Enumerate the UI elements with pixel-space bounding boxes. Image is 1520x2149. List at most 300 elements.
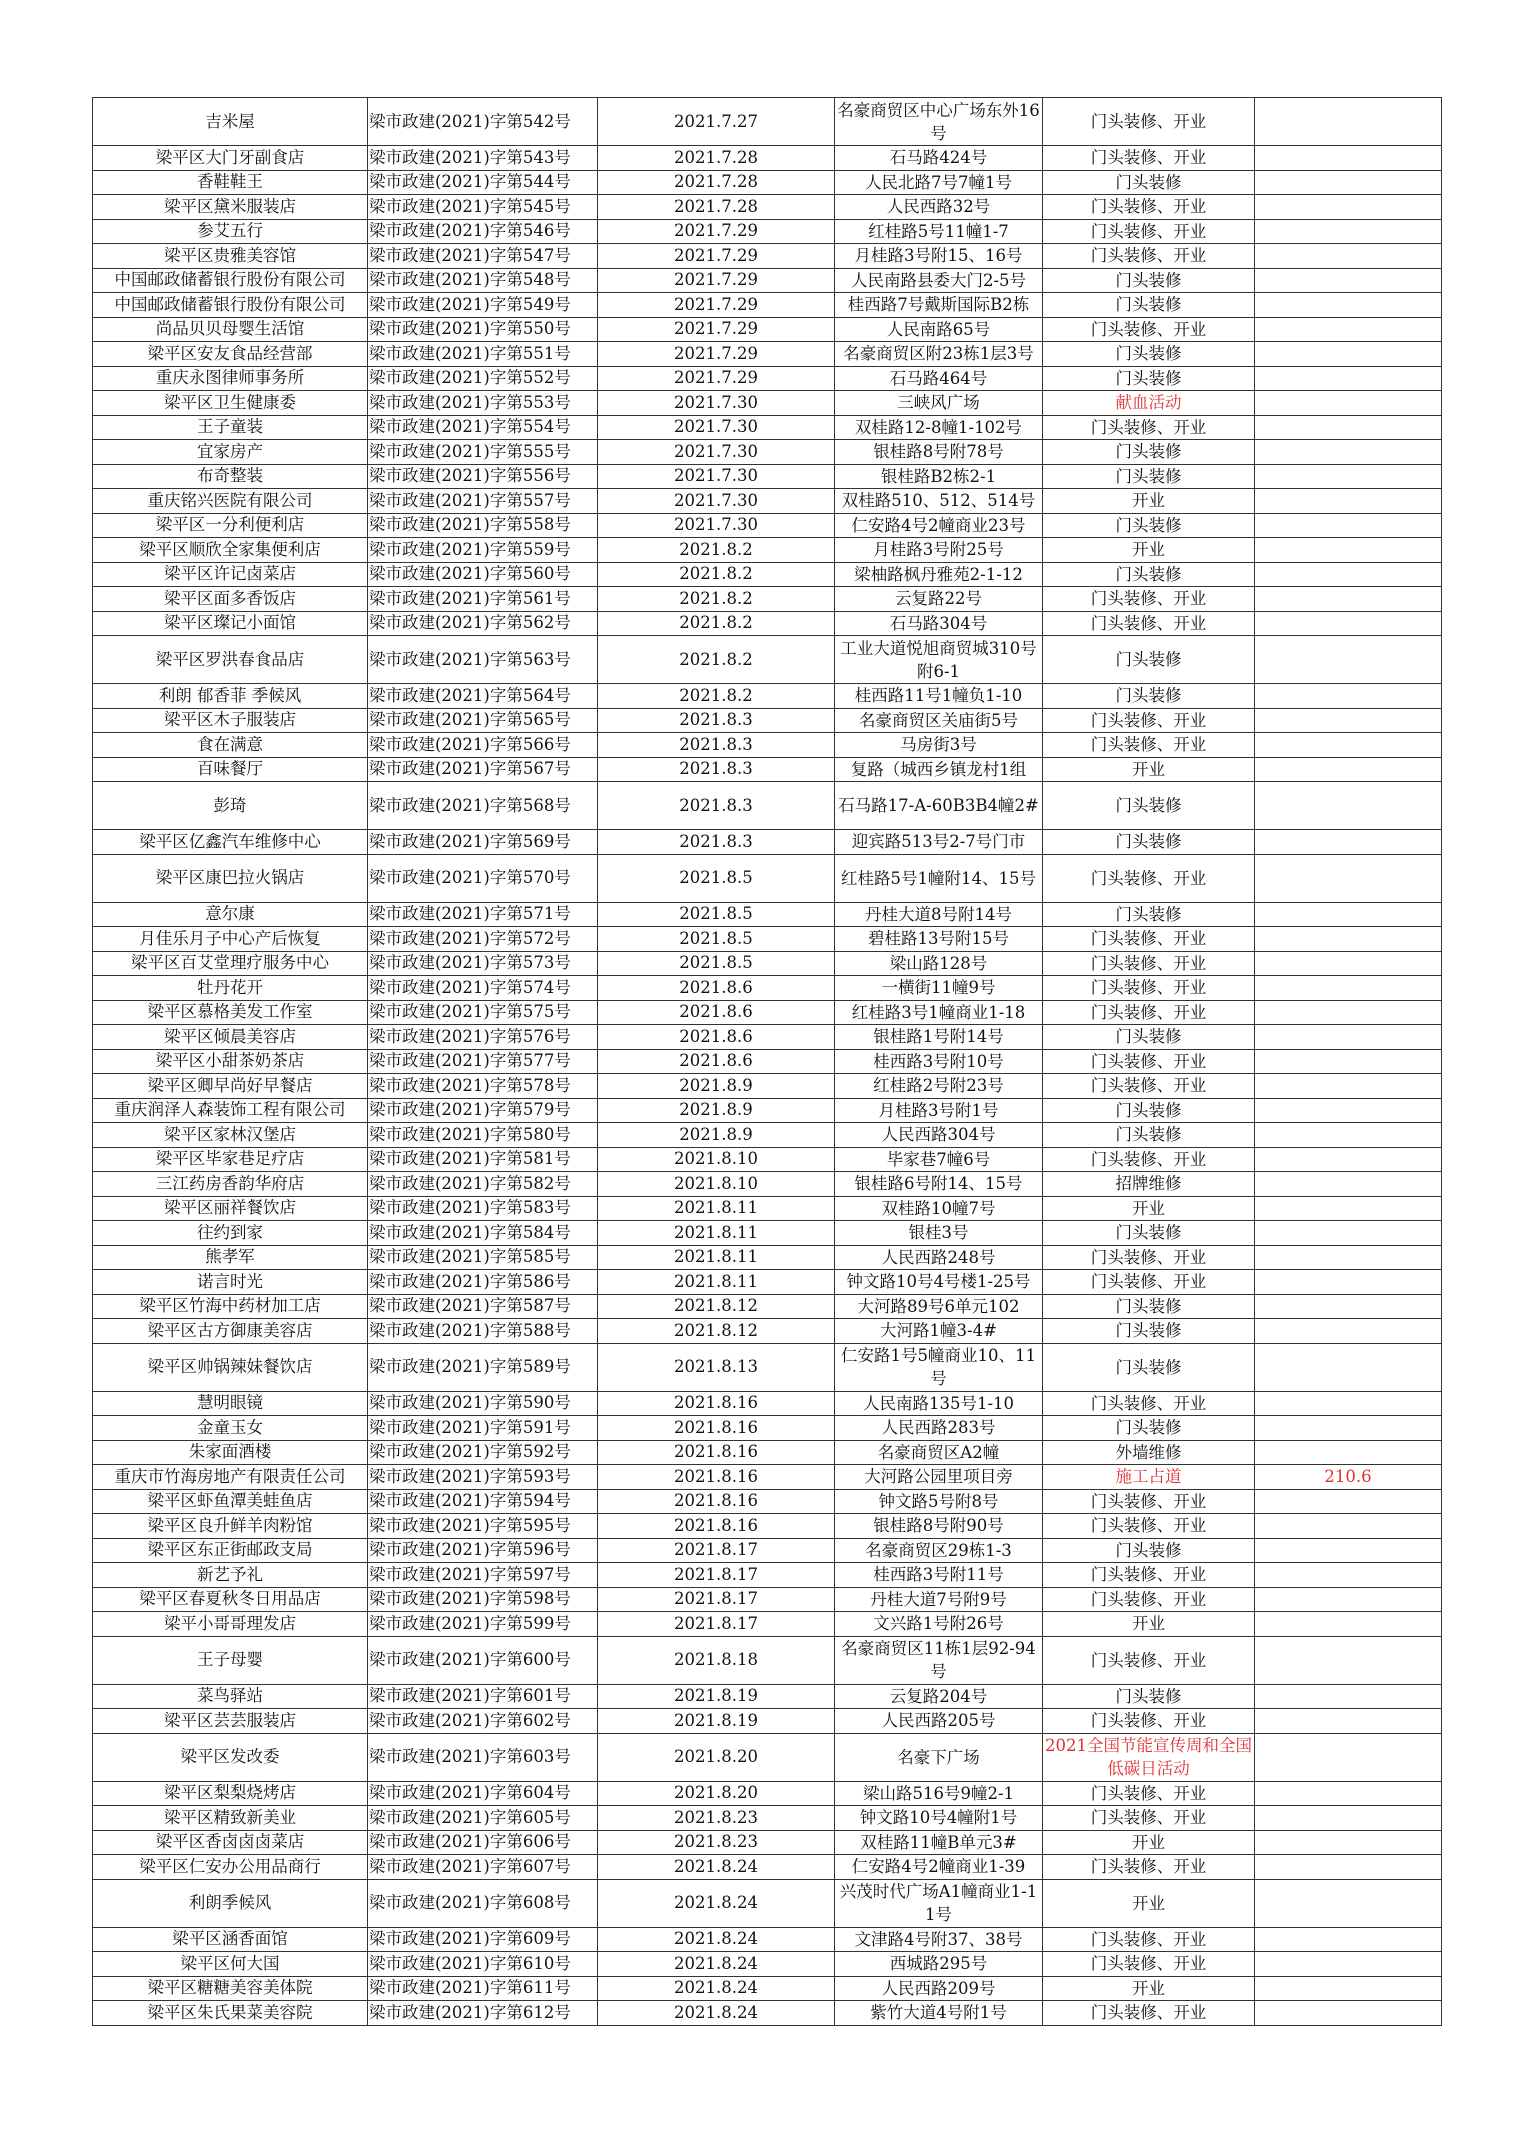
- cell-date: 2021.8.12: [598, 1319, 835, 1344]
- cell-permit-number: 梁市政建(2021)字第577号: [368, 1049, 598, 1074]
- cell-name: 梁平区毕家巷足疗店: [93, 1147, 368, 1172]
- cell-permit-number: 梁市政建(2021)字第582号: [368, 1172, 598, 1197]
- cell-amount: [1255, 1781, 1442, 1806]
- cell-name: 梁平区精致新美业: [93, 1806, 368, 1831]
- cell-date: 2021.8.16: [598, 1416, 835, 1441]
- table-row: [93, 170, 1442, 195]
- cell-name: 梁平区家林汉堡店: [93, 1123, 368, 1148]
- cell-date: 2021.7.28: [598, 170, 835, 195]
- cell-name: 彭琦: [93, 782, 368, 830]
- cell-name: 梁平区亿鑫汽车维修中心: [93, 830, 368, 855]
- cell-permit-number: 梁市政建(2021)字第571号: [368, 902, 598, 927]
- cell-name: 食在满意: [93, 733, 368, 758]
- table-row: [93, 1855, 1442, 1880]
- cell-permit-number: 梁市政建(2021)字第588号: [368, 1319, 598, 1344]
- cell-amount: [1255, 636, 1442, 684]
- cell-purpose: 门头装修、开业: [1043, 1270, 1255, 1295]
- cell-purpose: 门头装修、开业: [1043, 1781, 1255, 1806]
- table-row: [93, 1563, 1442, 1588]
- cell-name: 梁平区黛米服装店: [93, 195, 368, 220]
- cell-purpose: 2021全国节能宣传周和全国低碳日活动: [1043, 1733, 1255, 1781]
- cell-purpose: 门头装修、开业: [1043, 1927, 1255, 1952]
- cell-amount: [1255, 538, 1442, 563]
- cell-address: 兴茂时代广场A1幢商业1-11号: [835, 1879, 1043, 1927]
- table-row: [93, 733, 1442, 758]
- cell-name: 梁平区一分利便利店: [93, 513, 368, 538]
- cell-name: 梁平区罗洪春食品店: [93, 636, 368, 684]
- cell-permit-number: 梁市政建(2021)字第569号: [368, 830, 598, 855]
- cell-purpose: 门头装修、开业: [1043, 1074, 1255, 1099]
- table-row: [93, 1465, 1442, 1490]
- cell-amount: [1255, 830, 1442, 855]
- table-row: [93, 2001, 1442, 2026]
- cell-permit-number: 梁市政建(2021)字第592号: [368, 1440, 598, 1465]
- cell-permit-number: 梁市政建(2021)字第570号: [368, 854, 598, 902]
- cell-purpose: 门头装修: [1043, 1538, 1255, 1563]
- cell-purpose: 开业: [1043, 1612, 1255, 1637]
- cell-permit-number: 梁市政建(2021)字第556号: [368, 464, 598, 489]
- cell-permit-number: 梁市政建(2021)字第575号: [368, 1000, 598, 1025]
- cell-purpose: 外墙维修: [1043, 1440, 1255, 1465]
- cell-address: 人民西路283号: [835, 1416, 1043, 1441]
- cell-purpose: 开业: [1043, 757, 1255, 782]
- cell-purpose: 门头装修、开业: [1043, 927, 1255, 952]
- cell-address: 名豪下广场: [835, 1733, 1043, 1781]
- cell-name: 重庆润泽人森装饰工程有限公司: [93, 1098, 368, 1123]
- cell-permit-number: 梁市政建(2021)字第559号: [368, 538, 598, 563]
- cell-address: 桂西路11号1幢负1-10: [835, 684, 1043, 709]
- cell-name: 王子母婴: [93, 1636, 368, 1684]
- cell-purpose: 门头装修: [1043, 782, 1255, 830]
- table-row: [93, 366, 1442, 391]
- cell-address: 桂西路3号附11号: [835, 1563, 1043, 1588]
- cell-address: 人民西路32号: [835, 195, 1043, 220]
- cell-date: 2021.7.29: [598, 244, 835, 269]
- cell-amount: [1255, 219, 1442, 244]
- cell-amount: [1255, 268, 1442, 293]
- cell-purpose: 门头装修、开业: [1043, 1952, 1255, 1977]
- cell-date: 2021.8.5: [598, 927, 835, 952]
- cell-date: 2021.8.10: [598, 1147, 835, 1172]
- cell-purpose: 门头装修: [1043, 902, 1255, 927]
- cell-permit-number: 梁市政建(2021)字第606号: [368, 1830, 598, 1855]
- cell-permit-number: 梁市政建(2021)字第574号: [368, 976, 598, 1001]
- cell-permit-number: 梁市政建(2021)字第567号: [368, 757, 598, 782]
- table-row: [93, 1489, 1442, 1514]
- cell-amount: [1255, 1025, 1442, 1050]
- table-row: [93, 1976, 1442, 2001]
- cell-purpose: 门头装修、开业: [1043, 951, 1255, 976]
- cell-purpose: 门头装修: [1043, 830, 1255, 855]
- cell-purpose: 门头装修: [1043, 1684, 1255, 1709]
- cell-date: 2021.8.16: [598, 1465, 835, 1490]
- cell-amount: [1255, 1098, 1442, 1123]
- cell-amount: [1255, 951, 1442, 976]
- cell-purpose: 门头装修、开业: [1043, 1855, 1255, 1880]
- cell-name: 梁平区糖糖美容美体院: [93, 1976, 368, 2001]
- table-row: [93, 1781, 1442, 1806]
- cell-purpose: 开业: [1043, 1196, 1255, 1221]
- cell-amount: [1255, 366, 1442, 391]
- table-row: [93, 244, 1442, 269]
- table-row: [93, 1587, 1442, 1612]
- cell-amount: [1255, 2001, 1442, 2026]
- cell-amount: [1255, 1612, 1442, 1637]
- cell-amount: [1255, 1147, 1442, 1172]
- table-row: [93, 1000, 1442, 1025]
- cell-name: 重庆铭兴医院有限公司: [93, 489, 368, 514]
- cell-date: 2021.8.16: [598, 1440, 835, 1465]
- cell-name: 梁平区何大国: [93, 1952, 368, 1977]
- cell-permit-number: 梁市政建(2021)字第549号: [368, 293, 598, 318]
- cell-address: 丹桂大道7号附9号: [835, 1587, 1043, 1612]
- cell-address: 人民西路209号: [835, 1976, 1043, 2001]
- cell-date: 2021.7.29: [598, 268, 835, 293]
- cell-name: 菜鸟驿站: [93, 1684, 368, 1709]
- cell-amount: [1255, 317, 1442, 342]
- cell-date: 2021.8.3: [598, 782, 835, 830]
- table-row: [93, 611, 1442, 636]
- cell-permit-number: 梁市政建(2021)字第553号: [368, 391, 598, 416]
- table-row: [93, 1830, 1442, 1855]
- cell-permit-number: 梁市政建(2021)字第583号: [368, 1196, 598, 1221]
- cell-date: 2021.8.12: [598, 1294, 835, 1319]
- cell-date: 2021.8.23: [598, 1830, 835, 1855]
- cell-purpose: 门头装修、开业: [1043, 611, 1255, 636]
- cell-address: 名豪商贸区中心广场东外16号: [835, 98, 1043, 146]
- cell-purpose: 门头装修: [1043, 1319, 1255, 1344]
- cell-date: 2021.8.17: [598, 1563, 835, 1588]
- cell-amount: [1255, 342, 1442, 367]
- table-row: [93, 1514, 1442, 1539]
- cell-name: 梁平小哥哥理发店: [93, 1612, 368, 1637]
- cell-address: 钟文路5号附8号: [835, 1489, 1043, 1514]
- cell-address: 大河路1幢3-4#: [835, 1319, 1043, 1344]
- cell-date: 2021.8.3: [598, 733, 835, 758]
- cell-date: 2021.7.29: [598, 342, 835, 367]
- cell-address: 月桂路3号附25号: [835, 538, 1043, 563]
- cell-date: 2021.8.5: [598, 951, 835, 976]
- cell-name: 梁平区梨梨烧烤店: [93, 1781, 368, 1806]
- cell-name: 百味餐厅: [93, 757, 368, 782]
- table-row: [93, 1270, 1442, 1295]
- cell-permit-number: 梁市政建(2021)字第578号: [368, 1074, 598, 1099]
- cell-address: 人民南路县委大门2-5号: [835, 268, 1043, 293]
- cell-address: 名豪商贸区29栋1-3: [835, 1538, 1043, 1563]
- cell-purpose: 开业: [1043, 1879, 1255, 1927]
- table-row: [93, 538, 1442, 563]
- table-row: [93, 708, 1442, 733]
- table-row: [93, 1806, 1442, 1831]
- cell-name: 梁平区香卤卤卤菜店: [93, 1830, 368, 1855]
- cell-amount: [1255, 1270, 1442, 1295]
- cell-permit-number: 梁市政建(2021)字第584号: [368, 1221, 598, 1246]
- cell-amount: [1255, 1049, 1442, 1074]
- cell-name: 梁平区许记卤菜店: [93, 562, 368, 587]
- cell-name: 梁平区顺欣全家集便利店: [93, 538, 368, 563]
- cell-date: 2021.7.28: [598, 195, 835, 220]
- table-row: [93, 636, 1442, 684]
- cell-permit-number: 梁市政建(2021)字第557号: [368, 489, 598, 514]
- cell-permit-number: 梁市政建(2021)字第562号: [368, 611, 598, 636]
- cell-name: 梁平区木子服装店: [93, 708, 368, 733]
- cell-date: 2021.8.20: [598, 1781, 835, 1806]
- cell-date: 2021.8.16: [598, 1391, 835, 1416]
- cell-date: 2021.8.3: [598, 708, 835, 733]
- table-row: [93, 830, 1442, 855]
- cell-address: 丹桂大道8号附14号: [835, 902, 1043, 927]
- cell-permit-number: 梁市政建(2021)字第560号: [368, 562, 598, 587]
- cell-address: 双桂路12-8幢1-102号: [835, 415, 1043, 440]
- cell-purpose: 门头装修、开业: [1043, 733, 1255, 758]
- cell-purpose: 门头装修、开业: [1043, 976, 1255, 1001]
- cell-amount: [1255, 1294, 1442, 1319]
- cell-date: 2021.7.30: [598, 391, 835, 416]
- cell-permit-number: 梁市政建(2021)字第589号: [368, 1343, 598, 1391]
- cell-purpose: 门头装修: [1043, 1221, 1255, 1246]
- cell-date: 2021.8.24: [598, 2001, 835, 2026]
- cell-name: 梁平区大门牙副食店: [93, 146, 368, 171]
- cell-address: 一横街11幢9号: [835, 976, 1043, 1001]
- table-row: [93, 1636, 1442, 1684]
- cell-permit-number: 梁市政建(2021)字第603号: [368, 1733, 598, 1781]
- cell-address: 红桂路2号附23号: [835, 1074, 1043, 1099]
- cell-name: 金童玉女: [93, 1416, 368, 1441]
- table-row: [93, 98, 1442, 146]
- cell-purpose: 门头装修、开业: [1043, 1000, 1255, 1025]
- cell-date: 2021.8.3: [598, 757, 835, 782]
- cell-address: 石马路17-A-60B3B4幢2#: [835, 782, 1043, 830]
- cell-amount: [1255, 1830, 1442, 1855]
- cell-purpose: 开业: [1043, 1976, 1255, 2001]
- cell-date: 2021.8.10: [598, 1172, 835, 1197]
- cell-date: 2021.8.2: [598, 587, 835, 612]
- cell-amount: [1255, 976, 1442, 1001]
- cell-name: 往约到家: [93, 1221, 368, 1246]
- table-row: [93, 1440, 1442, 1465]
- table-row: [93, 902, 1442, 927]
- cell-date: 2021.7.30: [598, 489, 835, 514]
- cell-amount: [1255, 415, 1442, 440]
- cell-name: 吉米屋: [93, 98, 368, 146]
- table-row: [93, 464, 1442, 489]
- cell-permit-number: 梁市政建(2021)字第572号: [368, 927, 598, 952]
- cell-address: 银桂路6号附14、15号: [835, 1172, 1043, 1197]
- cell-address: 仁安路4号2幢商业23号: [835, 513, 1043, 538]
- cell-amount: [1255, 1587, 1442, 1612]
- cell-permit-number: 梁市政建(2021)字第610号: [368, 1952, 598, 1977]
- cell-permit-number: 梁市政建(2021)字第550号: [368, 317, 598, 342]
- cell-permit-number: 梁市政建(2021)字第548号: [368, 268, 598, 293]
- cell-amount: [1255, 513, 1442, 538]
- cell-purpose: 门头装修: [1043, 342, 1255, 367]
- cell-address: 仁安路1号5幢商业10、11号: [835, 1343, 1043, 1391]
- cell-purpose: 门头装修、开业: [1043, 1391, 1255, 1416]
- cell-permit-number: 梁市政建(2021)字第595号: [368, 1514, 598, 1539]
- cell-purpose: 门头装修: [1043, 1343, 1255, 1391]
- cell-address: 银桂3号: [835, 1221, 1043, 1246]
- cell-permit-number: 梁市政建(2021)字第587号: [368, 1294, 598, 1319]
- cell-purpose: 门头装修、开业: [1043, 317, 1255, 342]
- table-row: [93, 976, 1442, 1001]
- table-row: [93, 1391, 1442, 1416]
- cell-date: 2021.8.13: [598, 1343, 835, 1391]
- cell-permit-number: 梁市政建(2021)字第542号: [368, 98, 598, 146]
- cell-name: 梁平区百艾堂理疗服务中心: [93, 951, 368, 976]
- cell-amount: [1255, 1000, 1442, 1025]
- cell-name: 布奇整装: [93, 464, 368, 489]
- cell-purpose: 门头装修: [1043, 440, 1255, 465]
- table-row: [93, 1074, 1442, 1099]
- cell-name: 月佳乐月子中心产后恢复: [93, 927, 368, 952]
- cell-date: 2021.8.11: [598, 1245, 835, 1270]
- cell-amount: [1255, 733, 1442, 758]
- cell-name: 梁平区春夏秋冬日用品店: [93, 1587, 368, 1612]
- cell-address: 名豪商贸区关庙街5号: [835, 708, 1043, 733]
- cell-purpose: 门头装修、开业: [1043, 1245, 1255, 1270]
- cell-address: 钟文路10号4幢附1号: [835, 1806, 1043, 1831]
- cell-purpose: 开业: [1043, 489, 1255, 514]
- cell-address: 双桂路11幢B单元3#: [835, 1830, 1043, 1855]
- cell-date: 2021.7.29: [598, 317, 835, 342]
- cell-purpose: 门头装修: [1043, 636, 1255, 684]
- cell-purpose: 门头装修、开业: [1043, 1049, 1255, 1074]
- cell-address: 西城路295号: [835, 1952, 1043, 1977]
- table-row: [93, 1123, 1442, 1148]
- cell-date: 2021.8.17: [598, 1612, 835, 1637]
- cell-name: 梁平区竹海中药材加工店: [93, 1294, 368, 1319]
- cell-purpose: 门头装修、开业: [1043, 1563, 1255, 1588]
- cell-name: 熊孝军: [93, 1245, 368, 1270]
- cell-name: 梁平区良升鲜羊肉粉馆: [93, 1514, 368, 1539]
- cell-permit-number: 梁市政建(2021)字第605号: [368, 1806, 598, 1831]
- cell-permit-number: 梁市政建(2021)字第599号: [368, 1612, 598, 1637]
- table-row: [93, 1709, 1442, 1734]
- cell-date: 2021.8.9: [598, 1123, 835, 1148]
- cell-date: 2021.8.24: [598, 1879, 835, 1927]
- cell-date: 2021.8.6: [598, 976, 835, 1001]
- cell-purpose: 开业: [1043, 1830, 1255, 1855]
- cell-amount: [1255, 587, 1442, 612]
- cell-name: 香鞋鞋王: [93, 170, 368, 195]
- cell-name: 牡丹花开: [93, 976, 368, 1001]
- cell-amount: [1255, 902, 1442, 927]
- cell-name: 中国邮政储蓄银行股份有限公司: [93, 293, 368, 318]
- cell-address: 银桂路1号附14号: [835, 1025, 1043, 1050]
- cell-date: 2021.7.30: [598, 464, 835, 489]
- cell-permit-number: 梁市政建(2021)字第611号: [368, 1976, 598, 2001]
- cell-address: 梁柚路枫丹雅苑2-1-12: [835, 562, 1043, 587]
- cell-address: 碧桂路13号附15号: [835, 927, 1043, 952]
- cell-address: 双桂路510、512、514号: [835, 489, 1043, 514]
- cell-date: 2021.8.2: [598, 684, 835, 709]
- cell-amount: [1255, 489, 1442, 514]
- cell-amount: [1255, 244, 1442, 269]
- cell-purpose: 施工占道: [1043, 1465, 1255, 1490]
- cell-address: 石马路424号: [835, 146, 1043, 171]
- table-row: [93, 440, 1442, 465]
- cell-amount: [1255, 1976, 1442, 2001]
- cell-address: 人民西路304号: [835, 1123, 1043, 1148]
- cell-purpose: 门头装修: [1043, 464, 1255, 489]
- cell-address: 梁山路516号9幢2-1: [835, 1781, 1043, 1806]
- table-row: [93, 562, 1442, 587]
- cell-date: 2021.8.24: [598, 1976, 835, 2001]
- cell-date: 2021.8.2: [598, 611, 835, 636]
- cell-purpose: 门头装修、开业: [1043, 1587, 1255, 1612]
- cell-date: 2021.8.19: [598, 1684, 835, 1709]
- cell-address: 迎宾路513号2-7号门市: [835, 830, 1043, 855]
- table-row: [93, 489, 1442, 514]
- cell-date: 2021.7.29: [598, 219, 835, 244]
- cell-address: 大河路89号6单元102: [835, 1294, 1043, 1319]
- cell-date: 2021.8.18: [598, 1636, 835, 1684]
- cell-name: 三江药房香韵华府店: [93, 1172, 368, 1197]
- cell-amount: [1255, 1391, 1442, 1416]
- cell-name: 利朗季候风: [93, 1879, 368, 1927]
- cell-permit-number: 梁市政建(2021)字第596号: [368, 1538, 598, 1563]
- cell-permit-number: 梁市政建(2021)字第590号: [368, 1391, 598, 1416]
- cell-amount: [1255, 440, 1442, 465]
- cell-name: 梁平区帅锅辣妹餐饮店: [93, 1343, 368, 1391]
- cell-date: 2021.8.11: [598, 1221, 835, 1246]
- cell-date: 2021.8.11: [598, 1270, 835, 1295]
- cell-name: 梁平区古方御康美容店: [93, 1319, 368, 1344]
- permit-table-body: [93, 98, 1442, 2026]
- cell-date: 2021.8.5: [598, 902, 835, 927]
- table-row: [93, 1733, 1442, 1781]
- cell-name: 梁平区面多香饭店: [93, 587, 368, 612]
- cell-amount: [1255, 562, 1442, 587]
- cell-purpose: 门头装修: [1043, 366, 1255, 391]
- cell-name: 诺言时光: [93, 1270, 368, 1295]
- cell-name: 梁平区芸芸服装店: [93, 1709, 368, 1734]
- cell-purpose: 门头装修、开业: [1043, 1147, 1255, 1172]
- cell-name: 梁平区仁安办公用品商行: [93, 1855, 368, 1880]
- cell-amount: [1255, 1319, 1442, 1344]
- cell-amount: [1255, 757, 1442, 782]
- table-row: [93, 268, 1442, 293]
- table-row: [93, 513, 1442, 538]
- cell-amount: [1255, 1563, 1442, 1588]
- cell-purpose: 门头装修、开业: [1043, 195, 1255, 220]
- cell-amount: [1255, 1440, 1442, 1465]
- cell-permit-number: 梁市政建(2021)字第594号: [368, 1489, 598, 1514]
- cell-permit-number: 梁市政建(2021)字第543号: [368, 146, 598, 171]
- cell-name: 重庆永图律师事务所: [93, 366, 368, 391]
- cell-amount: [1255, 1855, 1442, 1880]
- cell-amount: [1255, 1684, 1442, 1709]
- cell-date: 2021.8.24: [598, 1855, 835, 1880]
- cell-date: 2021.7.30: [598, 415, 835, 440]
- cell-name: 梁平区卿早尚好早餐店: [93, 1074, 368, 1099]
- cell-permit-number: 梁市政建(2021)字第608号: [368, 1879, 598, 1927]
- cell-amount: [1255, 170, 1442, 195]
- cell-name: 利朗 郁香菲 季候风: [93, 684, 368, 709]
- table-row: [93, 1196, 1442, 1221]
- cell-purpose: 开业: [1043, 538, 1255, 563]
- table-row: [93, 1172, 1442, 1197]
- cell-date: 2021.8.2: [598, 636, 835, 684]
- cell-amount: [1255, 1123, 1442, 1148]
- cell-purpose: 门头装修、开业: [1043, 146, 1255, 171]
- cell-name: 尚品贝贝母婴生活馆: [93, 317, 368, 342]
- cell-permit-number: 梁市政建(2021)字第598号: [368, 1587, 598, 1612]
- table-row: [93, 1343, 1442, 1391]
- cell-name: 梁平区小甜茶奶茶店: [93, 1049, 368, 1074]
- cell-address: 桂西路7号戴斯国际B2栋: [835, 293, 1043, 318]
- cell-permit-number: 梁市政建(2021)字第547号: [368, 244, 598, 269]
